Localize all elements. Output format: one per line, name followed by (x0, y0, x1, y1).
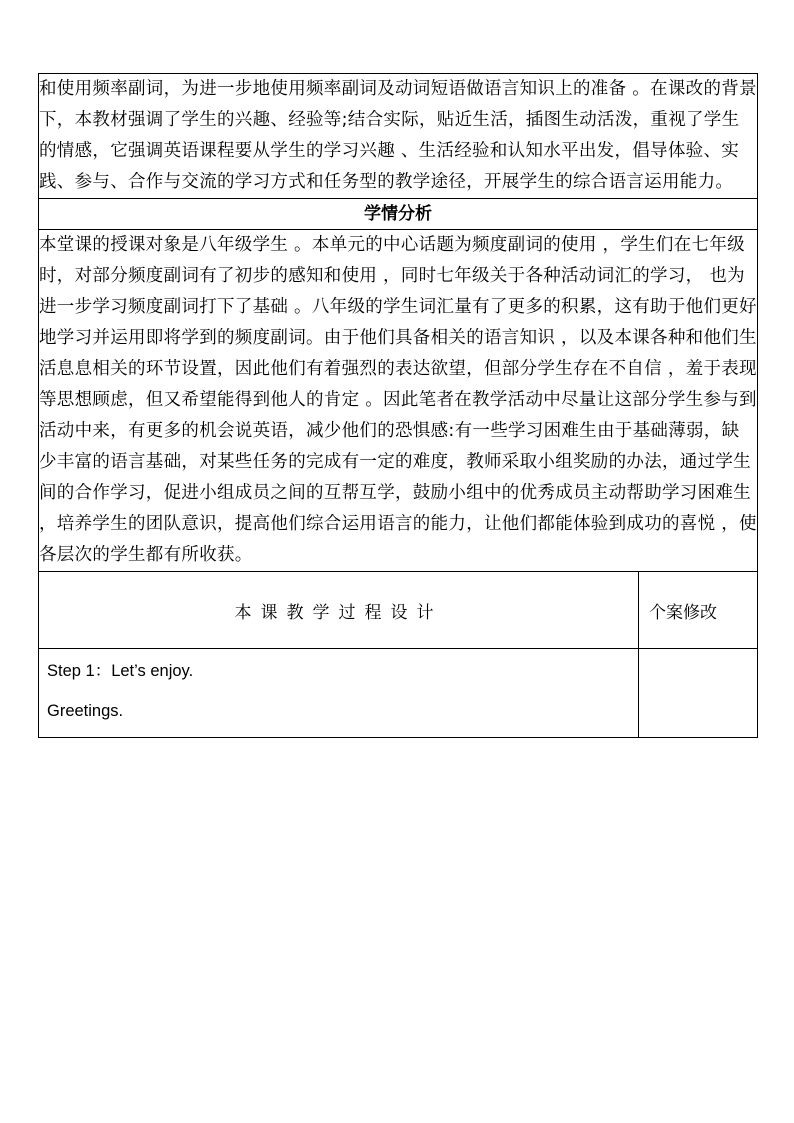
intro-row (39, 74, 758, 199)
lesson-plan-table (38, 73, 758, 738)
intro-cell (39, 74, 758, 199)
step-cell (39, 649, 639, 738)
analysis-paragraph: 本堂课的授课对象是八年级学生 。本单元的中心话题为频度副词的使用 ，学生们在七年级时，对部分频度副词有了初步的感知和使用 ，同时七年级关于各种活动词汇的学习， 也为进一步学习频度副词打下了基础 。八年级的学生词汇量有了更多的积累，这有助于他们更好地学习并运用即将学到的频度副词。由于他们具备相关的语言知识 ，以及本课各种和他们生活息息相关的环节设置，因此他们有着强烈的表达欲望，但部分学生存在不自信 ，羞于表现等思想顾虑，但又希望能得到他人的肯定 。因此笔者在教学活动中尽量让这部分学生参与到活动中来，有更多的机会说英语，减少他们的恐惧感:有一些学习困难生由于基础薄弱，缺少丰富的语言基础，对某些任务的完成有一定的难度，教师采取小组奖励的办法，通过学生间的合作学习，促进小组成员之间的互帮互学，鼓励小组中的优秀成员主动帮助学习困难生 ，培养学生的团队意识，提高他们综合运用语言的能力，让他们都能体验到成功的喜悦 ，使各层次的学生都有所收获。 (39, 235, 757, 565)
intro-paragraph: 和使用频率副词，为进一步地使用频率副词及动词短语做语言知识上的准备 。在课改的背景下，本教材强调了学生的兴趣、经验等;结合实际，贴近生活，插图生动活泼，重视了学生的情感，它强调英语课程要从学生的学习兴趣 、生活经验和认知水平出发，倡导体验、实践、参与、合作与交流的学习方式和任务型的教学途径，开展学生的综合语言运用能力。 (39, 79, 757, 192)
step-item: Greetings. (47, 702, 124, 720)
analysis-cell (39, 230, 758, 572)
case-revision-cell (639, 649, 758, 738)
analysis-heading: 学情分析 (39, 199, 758, 230)
analysis-body-row (39, 230, 758, 572)
process-title: 本课教学过程设计 (39, 572, 639, 649)
analysis-heading-row (39, 199, 758, 230)
step-row (39, 649, 758, 738)
case-revision-header: 个案修改 (639, 572, 758, 649)
step-title: Step 1：Let’s enjoy. (47, 662, 194, 680)
process-header-row (39, 572, 758, 649)
